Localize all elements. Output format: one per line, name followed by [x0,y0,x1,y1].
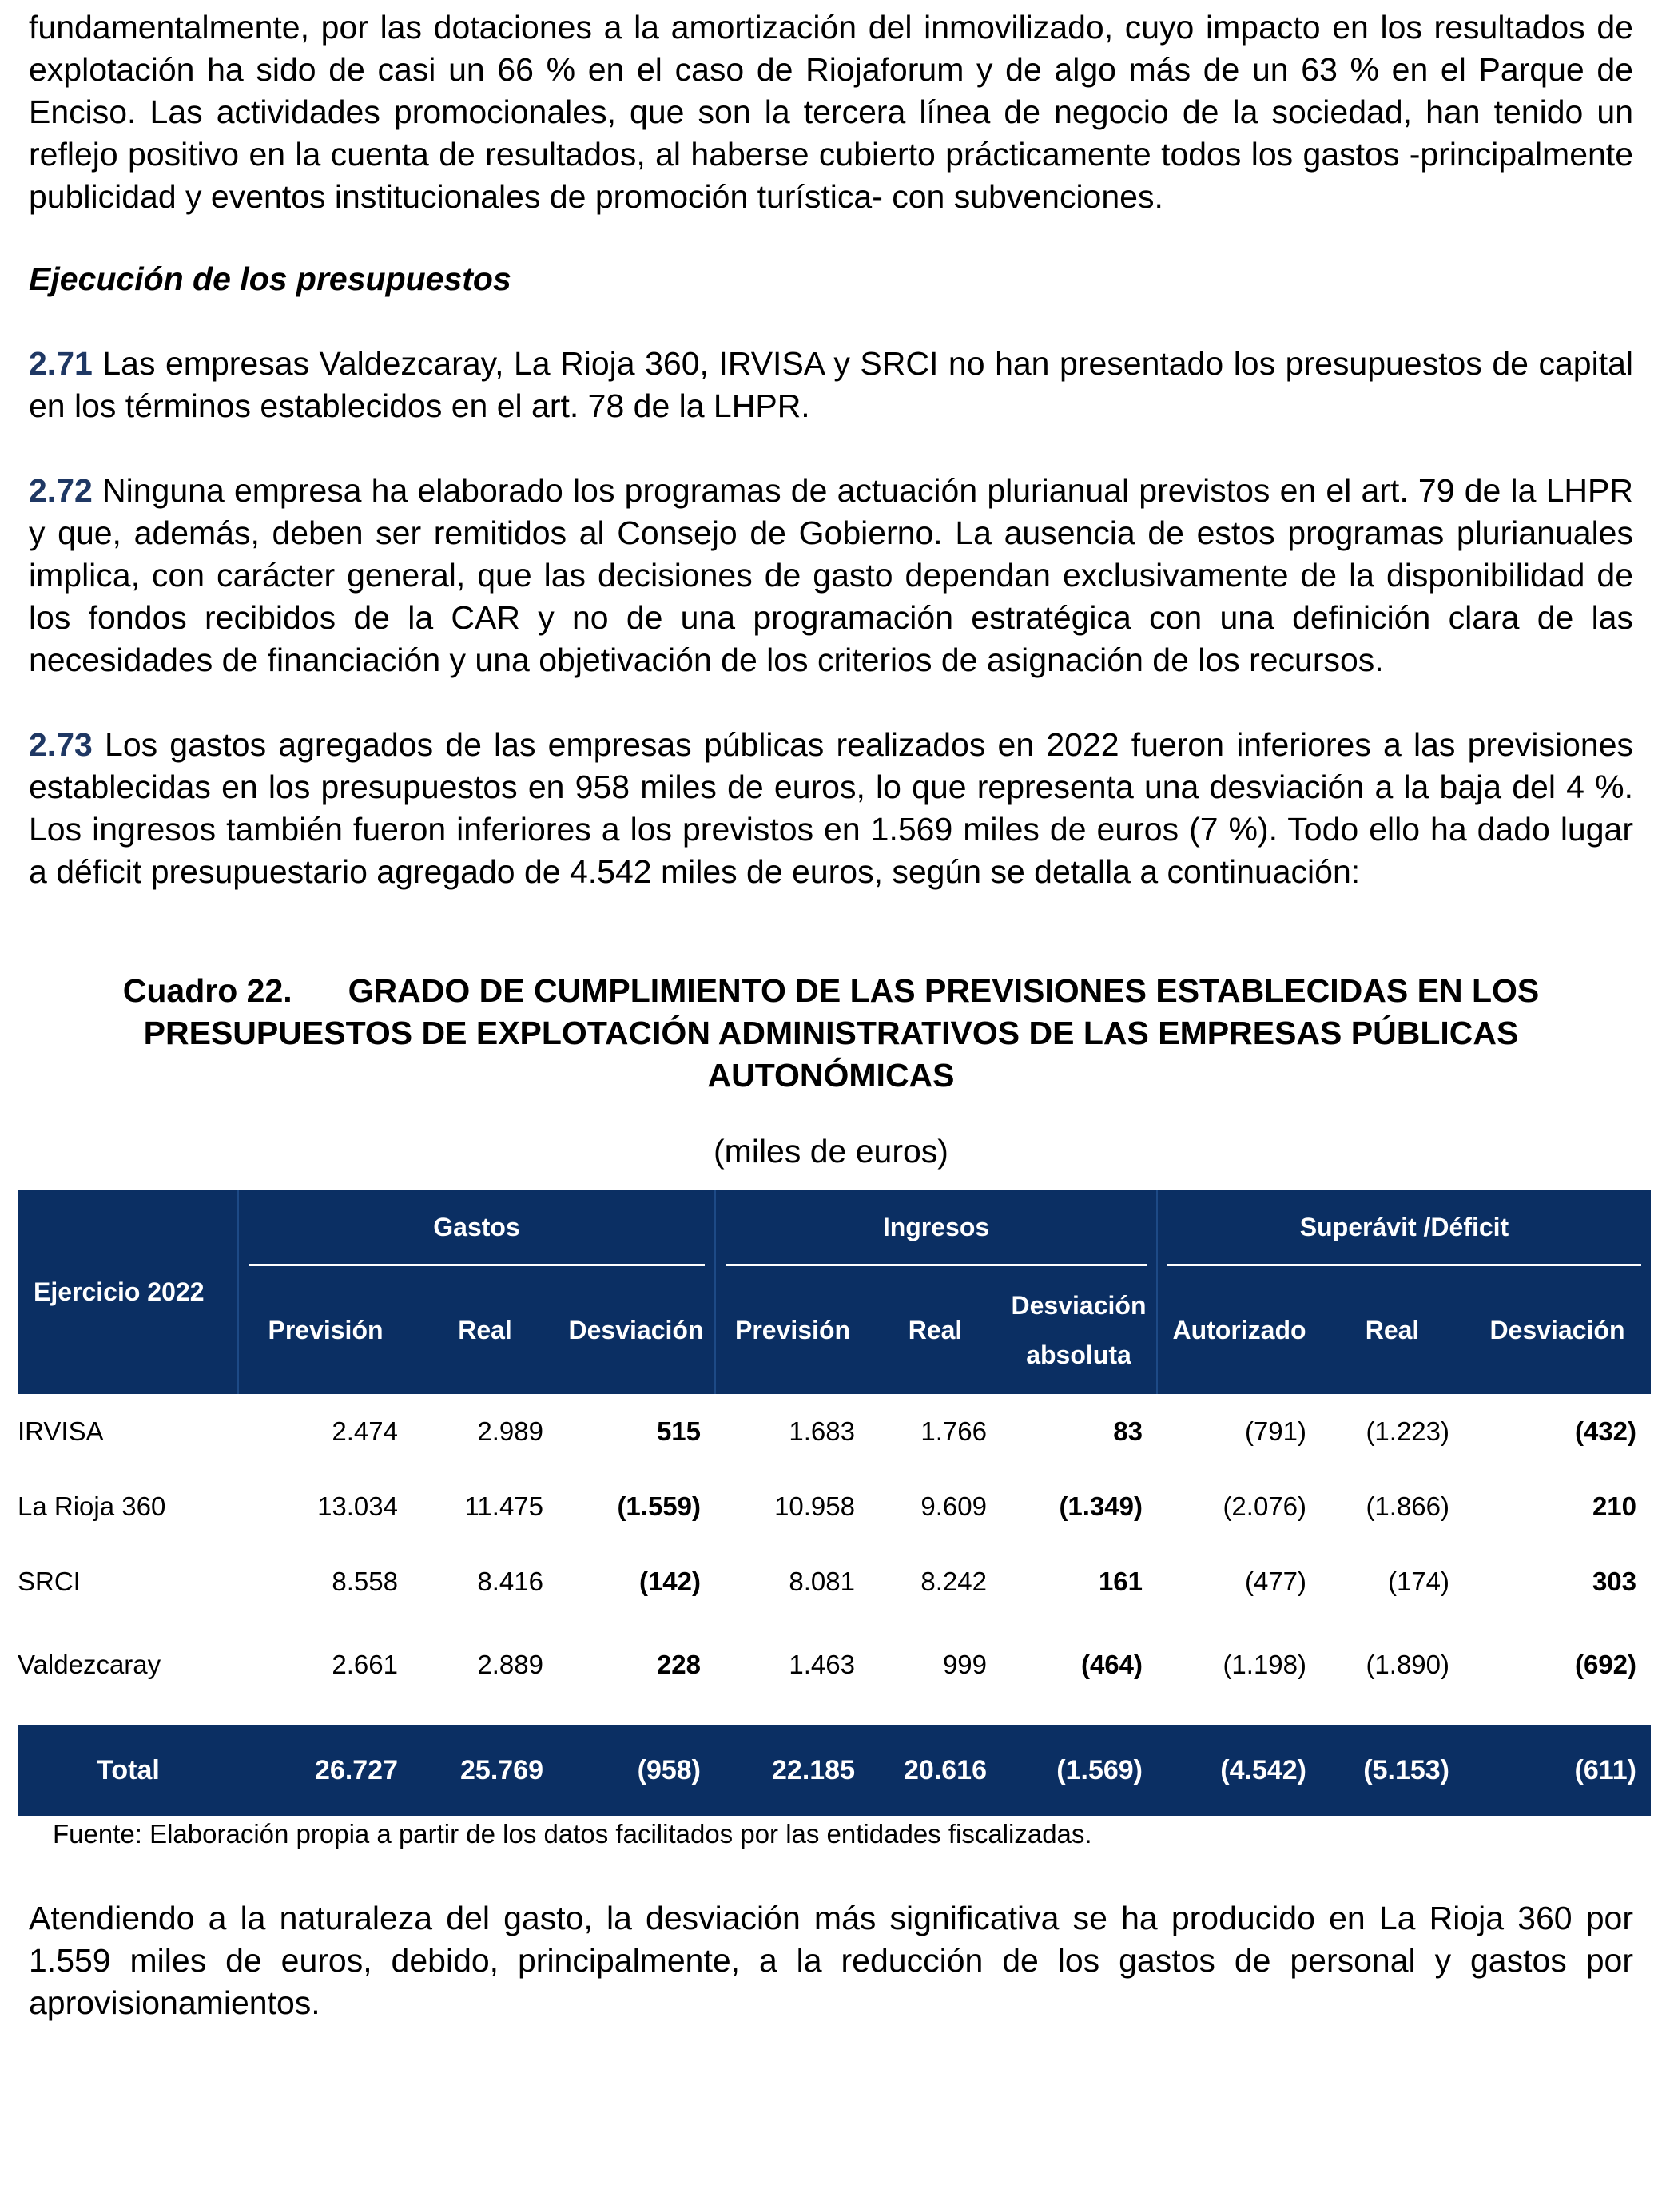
table-cell: (1.559) [617,1491,701,1521]
total-cell: 20.616 [869,1725,1001,1816]
table-cell: (1.866) [1366,1491,1449,1521]
row-label: Valdezcaray [18,1650,161,1679]
table-cell: 1.683 [789,1416,855,1446]
table-caption [29,970,1633,1097]
table-cell: (477) [1244,1567,1306,1596]
table-cell: 8.416 [477,1567,543,1596]
table-cell: 2.889 [477,1650,543,1679]
total-cell: 25.769 [412,1725,558,1816]
group-header-ingresos: Ingresos [715,1190,1157,1266]
table-cell: (1.890) [1366,1650,1449,1679]
table-cell: 2.661 [332,1650,398,1679]
group-header-gastos: Gastos [238,1190,715,1266]
column-header: Desviación [558,1266,715,1394]
group-header-superavit: Superávit /Déficit [1157,1190,1651,1266]
total-row [18,1725,1651,1816]
column-header: Real [869,1266,1001,1394]
paragraph-text: Ninguna empresa ha elaborado los programas de actuación plurianual previstos en el art. 79 de la LHPR y que, además, deben ser remitidos al Consejo de Gobierno. La ausencia de estos programas plurianuales implica, con carácter general, que las decisiones de gasto dependan exclusivamente de la disponibilidad de los fondos recibidos de la CAR y no de una programación estratégica con una definición clara de las necesidades de financiación y una objetivación de los criterios de asignación de los recursos. [29,472,1633,678]
table-cell: 13.034 [317,1491,398,1521]
total-cell: 22.185 [715,1725,869,1816]
total-cell: (5.153) [1321,1725,1464,1816]
table-units: (miles de euros) [714,1133,948,1170]
caption-number: Cuadro 22. [122,972,292,1009]
table-cell: (2.076) [1223,1491,1306,1521]
table-cell: (432) [1574,1416,1636,1446]
table-cell: 303 [1592,1567,1636,1596]
section-heading: Ejecución de los presupuestos [29,260,511,297]
table-cell: (1.223) [1366,1416,1449,1446]
column-header-year: Ejercicio 2022 [18,1190,238,1394]
table-row [18,1469,1651,1544]
table-cell: 8.558 [332,1567,398,1596]
column-header: Desviación [1464,1266,1651,1394]
table-cell: 1.766 [920,1416,987,1446]
column-header: Real [1321,1266,1464,1394]
paragraph-number: 2.73 [29,726,93,763]
row-label: SRCI [18,1567,81,1596]
total-cell: (958) [558,1725,715,1816]
table-cell: 228 [656,1650,701,1679]
table-cell: (692) [1574,1650,1636,1679]
final-paragraph: Atendiendo a la naturaleza del gasto, la desviación más significativa se ha producido en La Rioja 360 por 1.559 miles de euros, debido, principalmente, a la reducción de los gastos de personal y gastos por aprovisionamientos. [29,1900,1633,2021]
document-page [18,6,1636,2024]
total-cell: (1.569) [1001,1725,1157,1816]
table-row [18,1619,1651,1710]
table-cell: 999 [942,1650,987,1679]
table-row [18,1544,1651,1619]
intro-paragraph: fundamentalmente, por las dotaciones a la amortización del inmovilizado, cuyo impacto en los resultados de explotación ha sido de casi un 66 % en el caso de Riojaforum y de algo más de un 63 % en el Parque de Enciso. Las actividades promocionales, que son la tercera línea de negocio de la sociedad, han tenido un reflejo positivo en la cuenta de resultados, al haberse cubierto prácticamente todos los gastos -principalmente publicidad y eventos institucionales de promoción turística- con subvenciones. [29,9,1633,215]
column-header: Autorizado [1157,1266,1321,1394]
table-cell: (1.349) [1059,1491,1143,1521]
table-cell: 11.475 [464,1491,543,1521]
table-source: Fuente: Elaboración propia a partir de los datos facilitados por las entidades fiscalizadas. [53,1819,1092,1849]
total-cell: (4.542) [1157,1725,1321,1816]
column-header: Real [412,1266,558,1394]
table-cell: 515 [656,1416,701,1446]
paragraph-number: 2.71 [29,345,93,382]
table-cell: (791) [1244,1416,1306,1446]
table-cell: 83 [1113,1416,1143,1446]
table-row [18,1394,1651,1469]
table-cell: 161 [1098,1567,1143,1596]
table-cell: 2.474 [332,1416,398,1446]
table-cell: (1.198) [1223,1650,1306,1679]
paragraph-text: Los gastos agregados de las empresas públicas realizados en 2022 fueron inferiores a las previsiones establecidas en los presupuestos en 958 miles de euros, lo que representa una desviación a la baja del 4 %. Los ingresos también fueron inferiores a los previstos en 1.569 miles de euros (7 %). Todo ello ha dado lugar a déficit presupuestario agregado de 4.542 miles de euros, según se detalla a continuación: [29,726,1633,890]
table-cell: 8.081 [789,1567,855,1596]
table-cell: 10.958 [774,1491,855,1521]
column-header: Desviación absoluta [1001,1266,1157,1394]
caption-title: GRADO DE CUMPLIMIENTO DE LAS PREVISIONES ESTABLECIDAS EN LOS PRESUPUESTOS DE EXPLOTACIÓN ADMINISTRATIVOS DE LAS EMPRESAS PÚBLICAS AUTONÓMICAS [143,972,1540,1094]
total-label: Total [18,1725,238,1816]
budget-table [18,1190,1651,1816]
row-label: IRVISA [18,1416,104,1446]
paragraph-2-73 [29,724,1633,893]
total-cell: (611) [1464,1725,1651,1816]
table-cell: 2.989 [477,1416,543,1446]
paragraph-number: 2.72 [29,472,93,509]
table-cell: 1.463 [789,1650,855,1679]
table-cell: 210 [1592,1491,1636,1521]
row-label: La Rioja 360 [18,1491,166,1521]
paragraph-2-72 [29,470,1633,681]
table-cell: (464) [1080,1650,1143,1679]
table-cell: (174) [1387,1567,1449,1596]
paragraph-2-71 [29,343,1633,427]
column-header: Previsión [715,1266,869,1394]
table-cell: 8.242 [920,1567,987,1596]
total-cell: 26.727 [238,1725,412,1816]
paragraph-text: Las empresas Valdezcaray, La Rioja 360, IRVISA y SRCI no han presentado los presupuestos de capital en los términos establecidos en el art. 78 de la LHPR. [29,345,1633,424]
table-cell: (142) [638,1567,701,1596]
column-header: Previsión [238,1266,412,1394]
table-cell: 9.609 [920,1491,987,1521]
